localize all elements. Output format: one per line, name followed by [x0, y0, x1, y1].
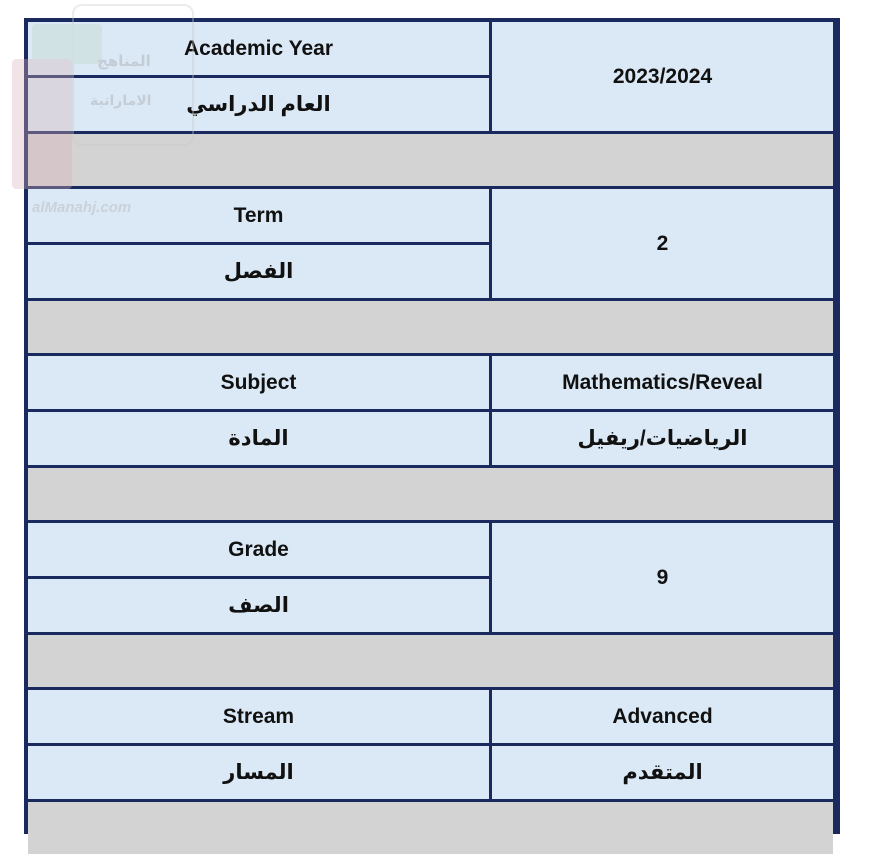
grade-label-en: Grade [28, 523, 489, 576]
academic-year-label-en: Academic Year [28, 22, 489, 75]
stream-label-ar: المسار [28, 746, 489, 799]
stream-label-en: Stream [28, 690, 489, 743]
grade-value: 9 [492, 523, 833, 632]
separator-row [28, 802, 833, 854]
term-label-en: Term [28, 189, 489, 242]
watermark-text-line2: الاماراتية [90, 92, 152, 108]
watermark-url: alManahj.com [32, 199, 132, 216]
separator-row [28, 468, 833, 520]
stream-value-en: Advanced [492, 690, 833, 743]
info-table [24, 18, 840, 834]
subject-value-ar: الرياضيات/ريفيل [492, 412, 833, 465]
academic-year-label-ar: العام الدراسي [28, 78, 489, 131]
term-label-ar: الفصل [28, 245, 489, 298]
academic-year-value: 2023/2024 [492, 22, 833, 131]
stream-value-ar: المتقدم [492, 746, 833, 799]
subject-label-ar: المادة [28, 412, 489, 465]
separator-row [28, 134, 833, 186]
separator-row [28, 301, 833, 353]
grade-label-ar: الصف [28, 579, 489, 632]
separator-row [28, 635, 833, 687]
subject-label-en: Subject [28, 356, 489, 409]
info-grid [28, 22, 836, 854]
subject-value-en: Mathematics/Reveal [492, 356, 833, 409]
term-value: 2 [492, 189, 833, 298]
watermark-text-line1: المناهج [97, 53, 151, 70]
